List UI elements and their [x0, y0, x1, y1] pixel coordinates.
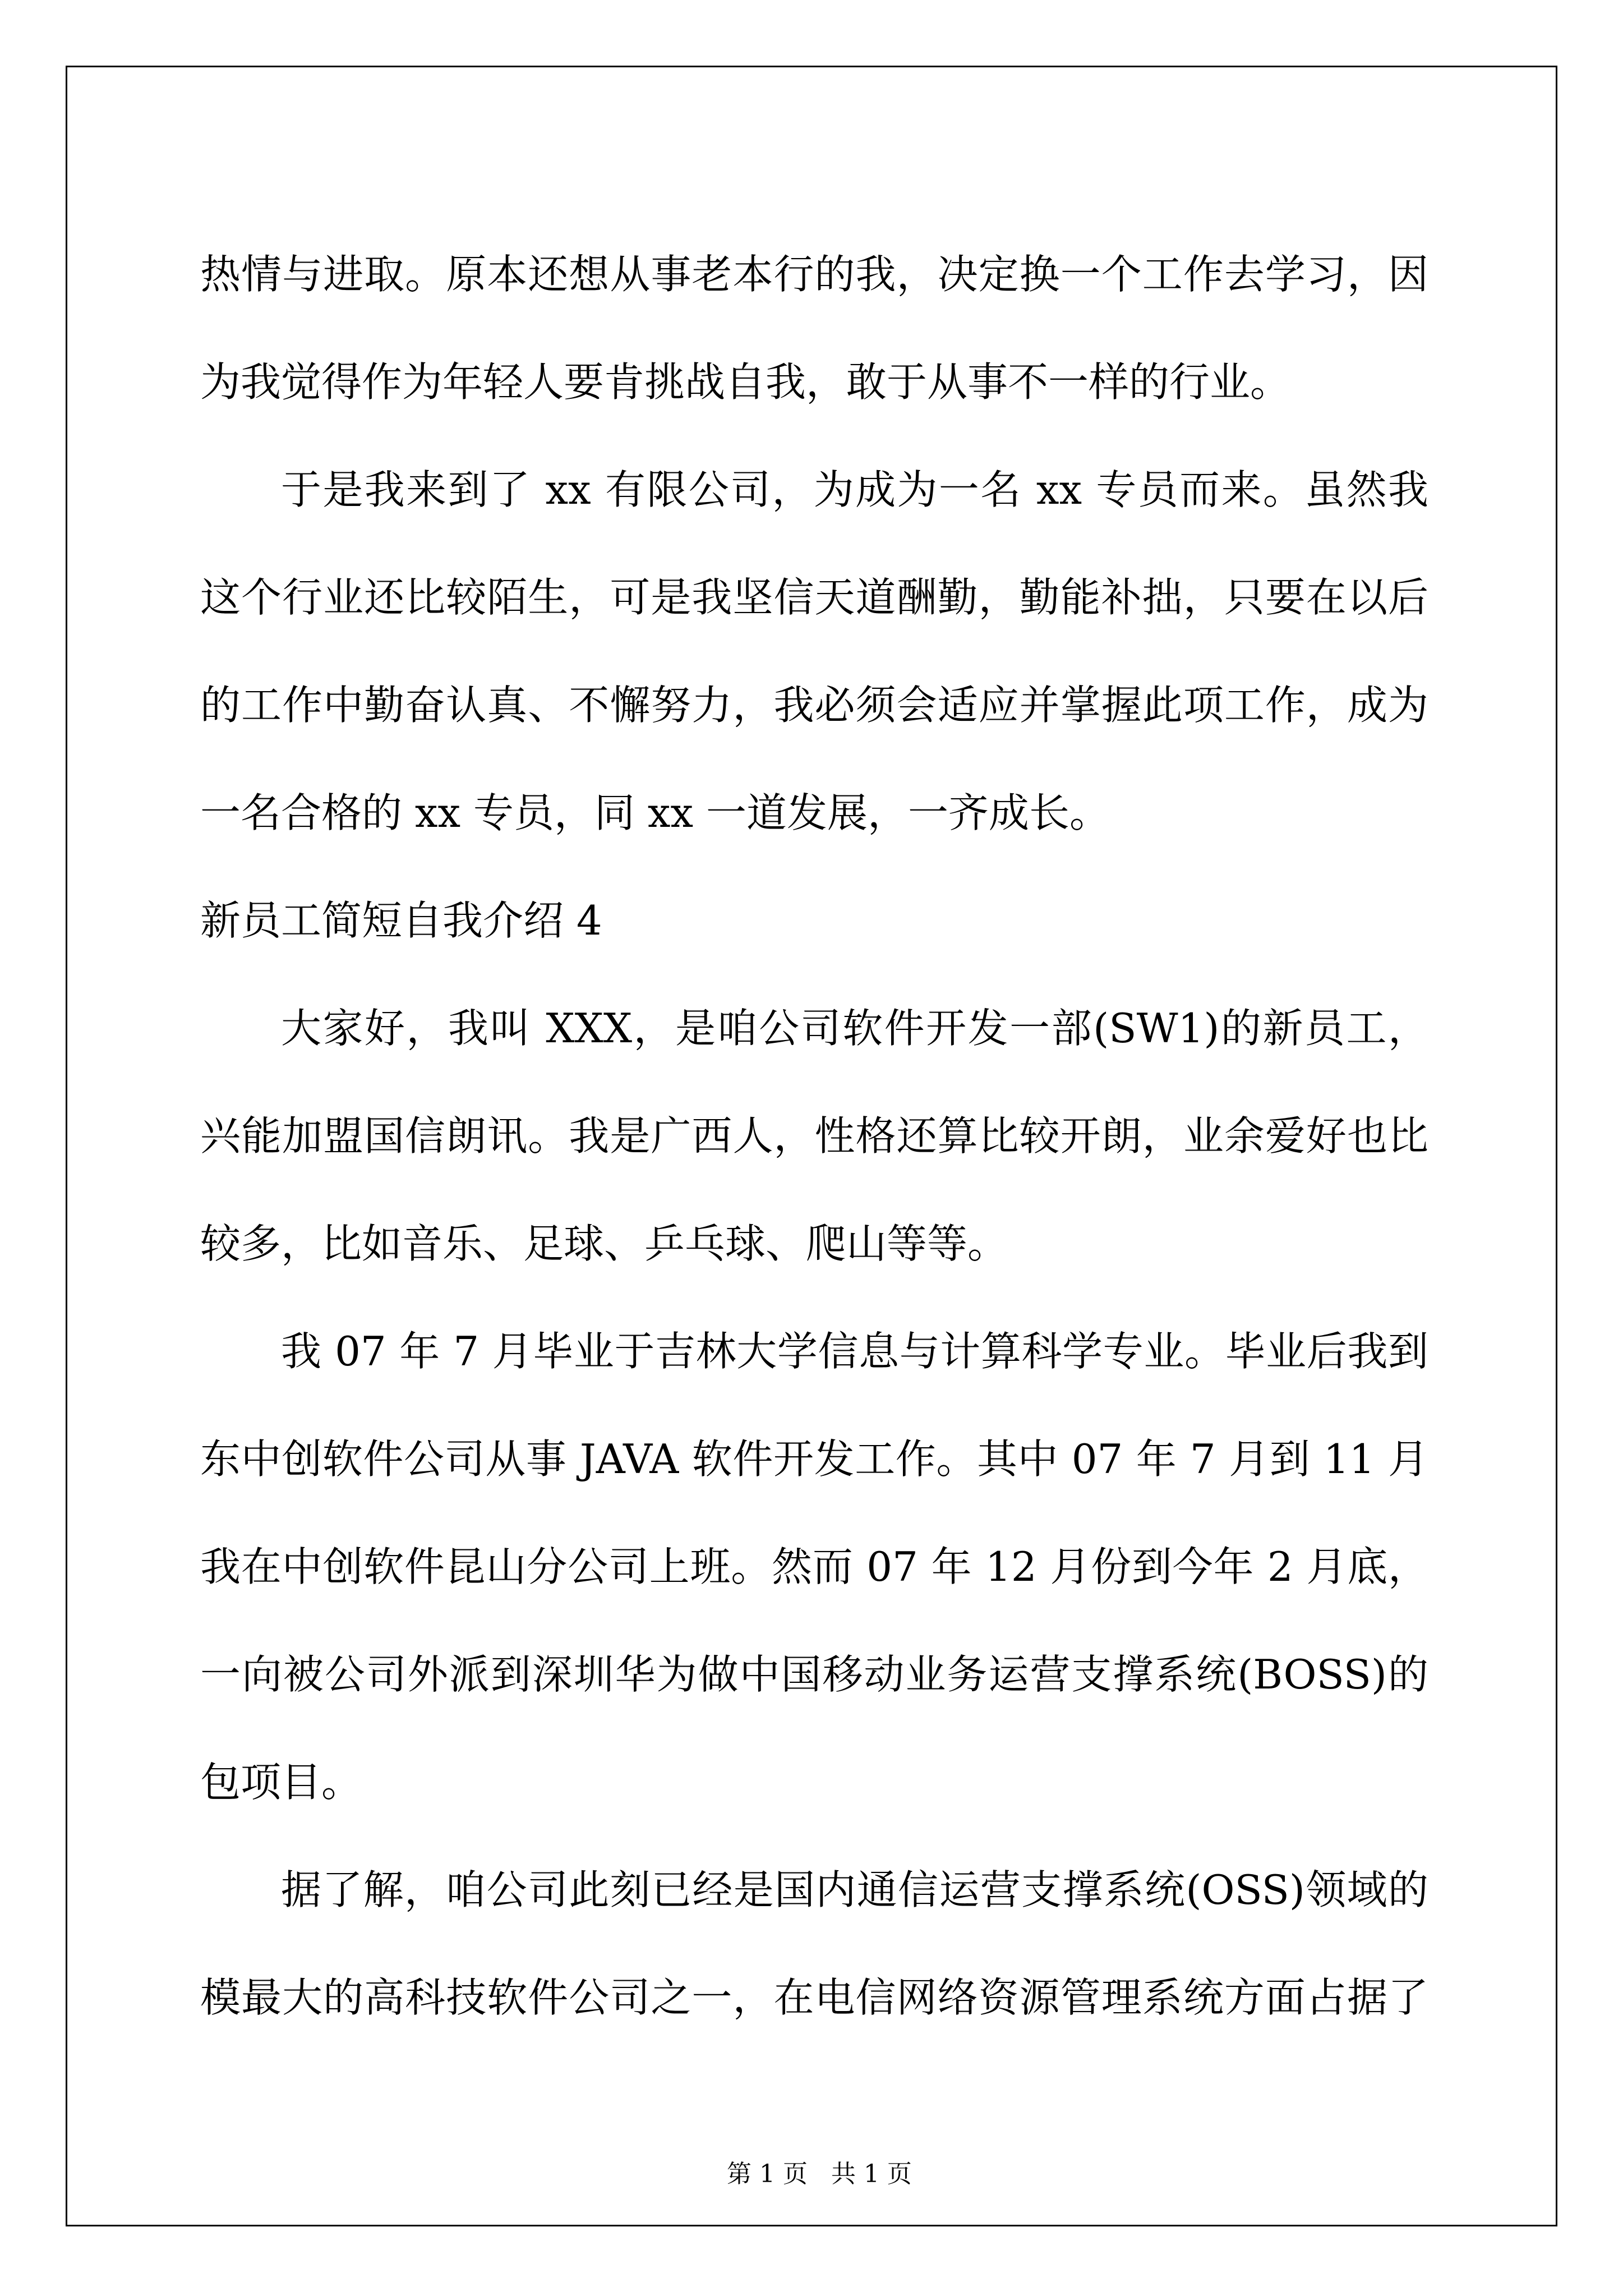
- paragraph-line: 的工作中勤奋认真、不懈努力，我必须会适应并掌握此项工作，成为: [200, 682, 1428, 729]
- paragraph-line: 我在中创软件昆山分公司上班。然而 07 年 12 月份到今年 2 月底，: [200, 1543, 1428, 1590]
- paragraph-line: 我 07 年 7 月毕业于吉林大学信息与计算科学专业。毕业后我到: [281, 1328, 1428, 1375]
- paragraph-line: 据了解，咱公司此刻已经是国内通信运营支撑系统(OSS)领域的: [281, 1866, 1428, 1913]
- paragraph-line: 热情与进取。原本还想从事老本行的我，决定换一个工作去学习，因: [200, 251, 1428, 298]
- paragraph-line: 包项目。: [200, 1759, 362, 1806]
- paragraph-line: 为我觉得作为年轻人要肯挑战自我，敢于从事不一样的行业。: [200, 358, 1291, 406]
- paragraph-line: 模最大的高科技软件公司之一，在电信网络资源管理系统方面占据了: [200, 1974, 1428, 2021]
- paragraph-line: 兴能加盟国信朗讯。我是广西人，性格还算比较开朗，业余爱好也比: [200, 1112, 1428, 1159]
- paragraph-line: 大家好，我叫 XXX，是咱公司软件开发一部(SW1)的新员工，: [281, 1005, 1428, 1052]
- paragraph-line: 于是我来到了 xx 有限公司，为成为一名 xx 专员而来。虽然我: [281, 466, 1428, 513]
- document-body: [200, 220, 1428, 2051]
- section-heading: 新员工简短自我介绍 4: [200, 897, 602, 944]
- page-footer: [0, 2124, 1623, 2191]
- paragraph-line: 较多，比如音乐、足球、乒乓球、爬山等等。: [200, 1220, 1008, 1267]
- paragraph-line: 这个行业还比较陌生，可是我坚信天道酬勤，勤能补拙，只要在以后: [200, 574, 1428, 621]
- paragraph-line: 一向被公司外派到深圳华为做中国移动业务运营支撑系统(BOSS)的: [200, 1651, 1428, 1698]
- page-number-label: 第 1 页 共 1 页: [727, 2160, 912, 2188]
- paragraph-line: 一名合格的 xx 专员，同 xx 一道发展，一齐成长。: [200, 789, 1110, 836]
- paragraph-line: 东中创软件公司从事 JAVA 软件开发工作。其中 07 年 7 月到 11 月: [200, 1435, 1428, 1483]
